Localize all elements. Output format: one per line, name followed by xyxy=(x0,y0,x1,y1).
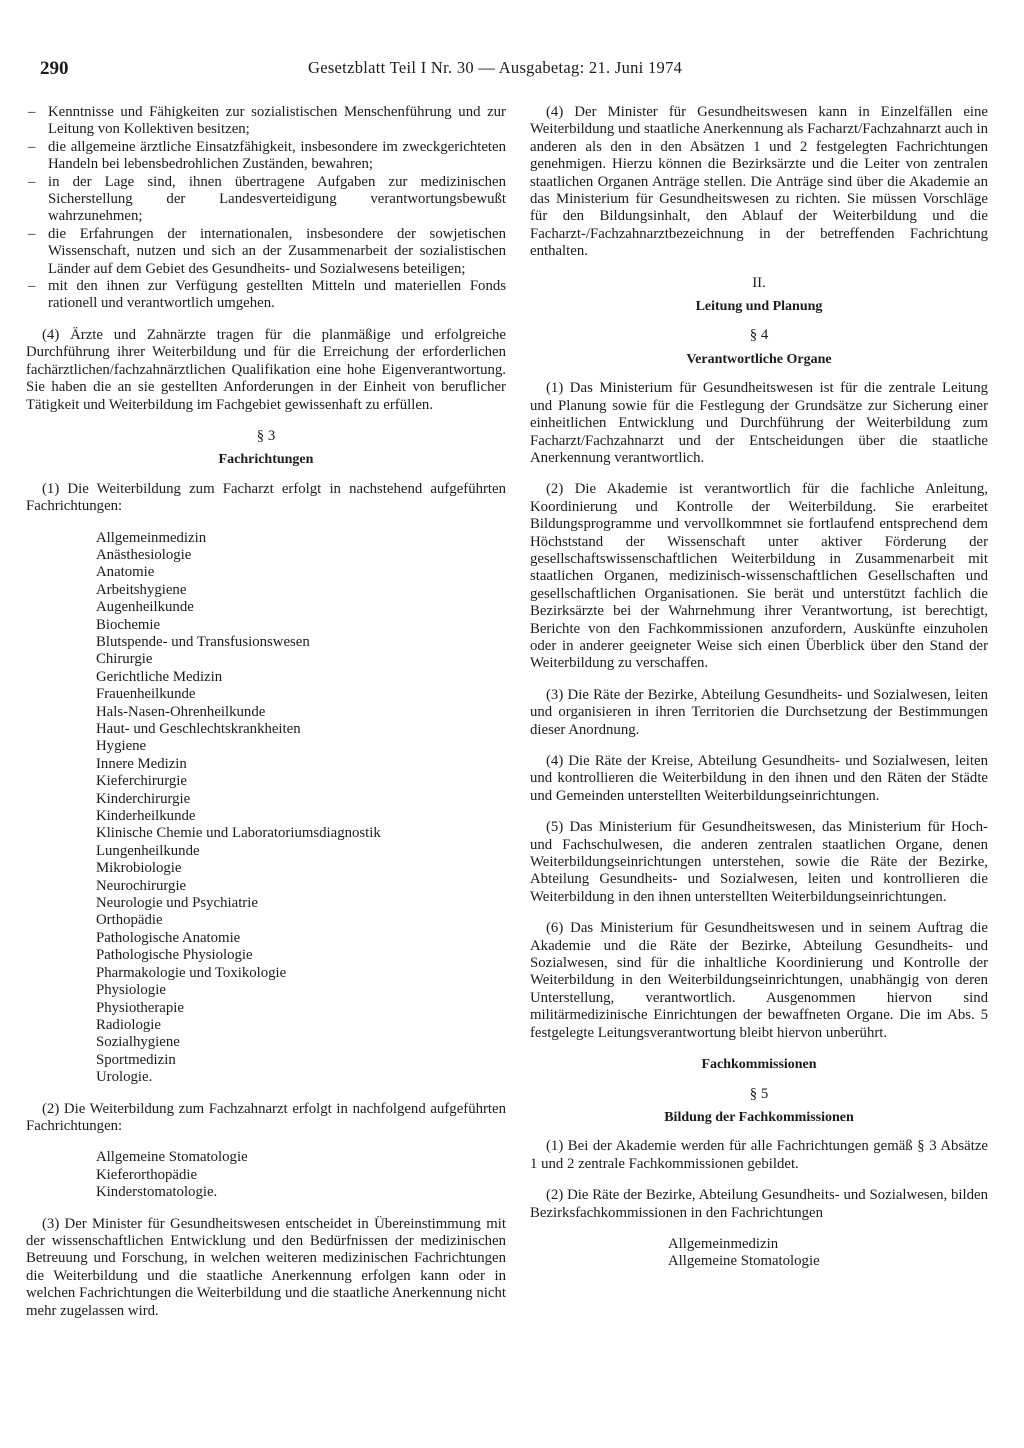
section-3-paragraph-1: (1) Die Weiterbildung zum Facharzt erfolgt in nachstehend aufgeführten Fachrichtungen: xyxy=(26,480,506,515)
section-3-paragraph-3: (3) Der Minister für Gesundheitswesen entscheidet in Übereinstimmung mit der wissenschaftlichen Entwicklung und den Bedürfnissen der medizinischen Betreuung und Forschung, in welchen weiteren medizinischen Fachrichtungen die Weiterbildung und die staatliche Anerkennung erfolgen kann oder in welchen Fachrichtungen die Weiterbildung und die staatliche Anerkennung nicht mehr zugelassen wird. xyxy=(26,1215,506,1319)
list-item: – mit den ihnen zur Verfügung gestellten Mitteln und materiellen Fonds rationell und verantwortlich umgehen. xyxy=(26,278,506,313)
running-title: Gesetzblatt Teil I Nr. 30 — Ausgabetag: 21. Juni 1974 xyxy=(308,58,683,77)
list-item: Orthopädie xyxy=(96,912,163,929)
left-column xyxy=(26,104,506,1334)
requirements-list xyxy=(26,104,506,313)
section-5-paragraph-1: (1) Bei der Akademie werden für alle Fachrichtungen gemäß § 3 Absätze 1 und 2 zentrale Fachkommissionen gebildet. xyxy=(530,1138,988,1172)
list-item: Hals-Nasen-Ohrenheilkunde xyxy=(96,703,266,720)
list-item: Kinderstomatologie. xyxy=(96,1184,218,1201)
section-3-paragraph-4: (4) Der Minister für Gesundheitswesen kann in Einzelfällen eine Weiterbildung und staatliche Anerkennung als Facharzt/Fachzahnarzt auch in anderen als den in den Absätzen 1 und 2 festgelegten Fachrichtungen genehmigen. Hierzu können die Bezirksärzte und die Leiter von zentralen staatlichen Organen Anträge stellen. Die Anträge sind über die Akademie an das Ministerium für Gesundheitswesen zu richten. Sie müssen Vorschläge für den Bildungsinhalt, den Ablauf der Weiterbildung und die Facharzt-/Fachzahnarztbezeichnung in der betreffenden Fachrichtung enthalten. xyxy=(530,104,988,260)
list-item: Lungenheilkunde xyxy=(96,842,200,859)
list-item: Haut- und Geschlechtskrankheiten xyxy=(96,721,301,737)
list-item: Pathologische Anatomie xyxy=(96,929,241,946)
list-item: Physiotherapie xyxy=(96,999,184,1016)
list-item: – die allgemeine ärztliche Einsatzfähigkeit, insbesondere im zweckgerichteten Handeln bei lebensbedrohlichen Zuständen, bewahren; xyxy=(26,139,506,174)
fachzahnarzt-specialties-list xyxy=(26,1149,506,1201)
list-item: – Kenntnisse und Fähigkeiten zur sozialistischen Menschenführung und zur Leitung von Kollektiven besitzen; xyxy=(26,104,506,139)
fachkommissionen-heading: Fachkommissionen xyxy=(701,1057,817,1073)
part-number: II. xyxy=(752,274,766,291)
section-3-paragraph-2: (2) Die Weiterbildung zum Fachzahnarzt erfolgt in nachfolgend aufgeführten Fachrichtungen: xyxy=(26,1100,506,1134)
page-header xyxy=(40,58,985,84)
list-item: Hygiene xyxy=(96,738,147,755)
list-item: Urologie. xyxy=(96,1069,153,1086)
section-3-title: Fachrichtungen xyxy=(218,452,314,468)
list-item: Radiologie xyxy=(96,1016,161,1033)
list-item: Kinderheilkunde xyxy=(96,808,196,825)
list-item: Arbeitshygiene xyxy=(96,581,187,598)
section-4-paragraph-2: (2) Die Akademie ist verantwortlich für die fachliche Anleitung, Koordinierung und Kontrolle der Weiterbildung. Sie erarbeitet Bildungsprogramme und vervollkommnet sie fortlaufend entsprechend dem Höchststand der Wissenschaft unter aktiver Förderung der gesellschaftswissenschaftlichen Weiterbildung in Zusammenarbeit mit staatlichen Organen, medizinisch-wissenschaftlichen Gesellschaften und gesellschaftlichen Organisationen. Sie berät und unterstützt fachlich die Bezirksärzte bei der Wahrnehmung ihrer Verantwortung, ist berechtigt, Berichte von den Fachkommissionen anzufordern, Auskünfte einzuholen oder in anderer geeigneter Weise sich einen Überblick über den Stand der Weiterbildung zu verschaffen. xyxy=(530,481,988,672)
section-5-title: Bildung der Fachkommissionen xyxy=(664,1109,854,1125)
list-item: Allgemeinmedizin xyxy=(668,1235,779,1252)
list-item: – in der Lage sind, ihnen übertragene Aufgaben zur medizinischen Sicherstellung der Landesverteidigung verantwortungsbewußt wahrzunehmen; xyxy=(26,174,506,226)
list-item: Innere Medizin xyxy=(96,755,187,772)
list-item: Mikrobiologie xyxy=(96,860,182,877)
facharzt-specialties-list xyxy=(26,530,506,1087)
list-item: Biochemie xyxy=(96,616,161,633)
paragraph-4: (4) Ärzte und Zahnärzte tragen für die planmäßige und erfolgreiche Durchführung ihrer Weiterbildung und für die Erreichung der erforderlichen fachärztlichen/fachzahnärztlichen Qualifikation eine hohe Eigenverantwortung. Sie haben die an sie gestellten Anforderungen in der Einheit von beruflicher Tätigkeit und Weiterbildung im Fachgebiet gewissenhaft zu erfüllen. xyxy=(26,326,506,413)
list-item: Kieferorthopädie xyxy=(96,1166,198,1183)
list-item: Frauenheilkunde xyxy=(96,686,196,703)
list-item: Allgemeinmedizin xyxy=(96,529,207,546)
list-item: Kinderchirurgie xyxy=(96,790,191,807)
list-item: Blutspende- und Transfusionswesen xyxy=(96,633,310,650)
page-number: 290 xyxy=(40,58,69,79)
section-4-number: § 4 xyxy=(749,327,769,344)
section-4-paragraph-1: (1) Das Ministerium für Gesundheitswesen ist für die zentrale Leitung und Planung sowie für die Festlegung der Grundsätze zur Sicherung einer einheitlichen Entwicklung und Durchführung der Weiterbildung zum Facharzt/Fachzahnarzt und der Entscheidungen über die staatliche Anerkennung verantwortlich. xyxy=(530,380,988,466)
list-item: Allgemeine Stomatologie xyxy=(96,1149,248,1166)
list-item: Anatomie xyxy=(96,564,155,581)
list-item: Klinische Chemie und Laboratoriumsdiagnostik xyxy=(96,825,381,842)
list-item: – die Erfahrungen der internationalen, insbesondere der sowjetischen Wissenschaft, nutzen und sich an der Zusammenarbeit der sozialistischen Länder auf dem Gebiet des Gesundheits- und Sozialwesens beteiligen; xyxy=(26,226,506,278)
section-5-number: § 5 xyxy=(749,1085,769,1102)
right-column xyxy=(530,104,988,1285)
list-item: Neurologie und Psychiatrie xyxy=(96,895,258,912)
list-item: Pharmakologie und Toxikologie xyxy=(96,964,287,981)
section-5-paragraph-2: (2) Die Räte der Bezirke, Abteilung Gesundheits- und Sozialwesen, bilden Bezirksfachkommissionen in den Fachrichtungen xyxy=(530,1187,988,1221)
bezirk-specialties-list xyxy=(530,1236,988,1271)
list-item: Neurochirurgie xyxy=(96,877,187,894)
section-4-paragraph-5: (5) Das Ministerium für Gesundheitswesen, das Ministerium für Hoch- und Fachschulwesen, die anderen zentralen staatlichen Organe, denen Weiterbildungseinrichtungen unterstehen, sowie die Räte der Bezirke, Abteilung Gesundheits- und Sozialwesen, leiten und kontrollieren die Weiterbildung in den ihnen unterstellten Weiterbildungseinrichtungen. xyxy=(530,819,988,905)
part-title: Leitung und Planung xyxy=(695,299,823,315)
section-3-number: § 3 xyxy=(256,427,276,444)
list-item: Anästhesiologie xyxy=(96,546,192,563)
list-item: Gerichtliche Medizin xyxy=(96,668,223,685)
section-4-title: Verantwortliche Organe xyxy=(686,351,832,367)
list-item: Allgemeine Stomatologie xyxy=(668,1253,820,1270)
list-item: Kieferchirurgie xyxy=(96,773,187,790)
section-4-paragraph-6: (6) Das Ministerium für Gesundheitswesen und in seinem Auftrag die Akademie und die Räte der Bezirke, Abteilung Gesundheits- und Sozialwesen, sind für die inhaltliche Koordinierung und Kontrolle der Weiterbildung in den Weiterbildungseinrichtungen, unabhängig von deren Unterstellung, verantwortlich. Ausgenommen hiervon sind militärmedizinische Einrichtungen der bewaffneten Organe. Die im Abs. 5 festgelegte Leitungsverantwortung bleibt hiervon unberührt. xyxy=(530,920,988,1041)
section-4-paragraph-3: (3) Die Räte der Bezirke, Abteilung Gesundheits- und Sozialwesen, leiten und organisieren in ihren Territorien die Durchsetzung der Bestimmungen dieser Anordnung. xyxy=(530,686,988,738)
list-item: Sozialhygiene xyxy=(96,1034,180,1051)
section-4-paragraph-4: (4) Die Räte der Kreise, Abteilung Gesundheits- und Sozialwesen, leiten und kontrollieren die Weiterbildung in den ihnen und den Räten der Städte und Gemeinden unterstellten Weiterbildungseinrichtungen. xyxy=(530,753,988,804)
list-item: Chirurgie xyxy=(96,651,153,668)
list-item: Pathologische Physiologie xyxy=(96,947,253,964)
list-item: Sportmedizin xyxy=(96,1051,176,1068)
list-item: Augenheilkunde xyxy=(96,599,194,616)
list-item: Physiologie xyxy=(96,982,166,999)
